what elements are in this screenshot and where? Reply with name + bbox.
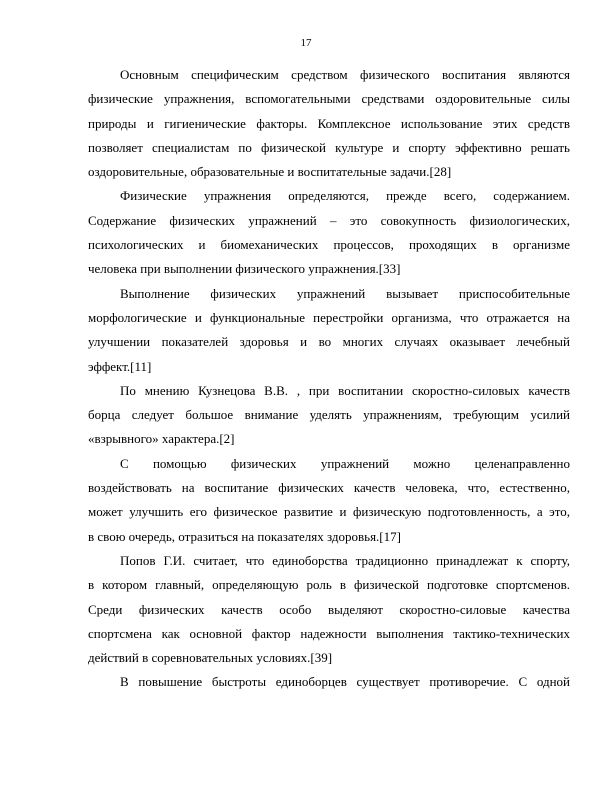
paragraph	[88, 63, 570, 184]
text-line: в котором главный, определяющую роль в физической подготовке спортсменов.	[88, 577, 570, 593]
paragraph	[88, 549, 570, 670]
text-line: Основным специфическим средством физического воспитания являются	[120, 67, 570, 82]
text-line: Попов Г.И. считает, что единоборства традиционно принадлежат к спорту,	[120, 552, 570, 568]
text-line: спортсмена как основной фактор надежности выполнения тактико-технических	[88, 625, 570, 641]
text-line: улучшении показателей здоровья и во многих случаях оказывает лечебный	[88, 334, 570, 350]
text-line: «взрывного» характера.[2]	[88, 431, 235, 447]
text-line: Выполнение физических упражнений вызывает приспособительные	[120, 285, 570, 301]
text-line: С помощью физических упражнений можно целенаправленно	[120, 455, 570, 471]
paragraph	[88, 282, 570, 379]
text-line: может улучшить его физическое развитие и физическую подготовленность, а это,	[88, 504, 570, 520]
text-line: эффект.[11]	[88, 358, 152, 374]
paragraph	[88, 379, 570, 452]
text-line: воздействовать на воспитание физических качеств человека, что, естественно,	[88, 480, 570, 496]
text-line: человека при выполнении физического упражнения.[33]	[88, 261, 401, 277]
text-line: в свою очередь, отразиться на показателях здоровья.[17]	[88, 528, 401, 544]
text-line: борца следует большое внимание уделять упражнениям, требующим усилий	[88, 407, 570, 423]
paragraph	[88, 452, 570, 549]
text-line: действий в соревновательных условиях.[39]	[88, 650, 333, 666]
text-line: Физические упражнения определяются, прежде всего, содержанием.	[120, 188, 570, 204]
text-line: В повышение быстроты единоборцев существует противоречие. С одной	[120, 674, 570, 690]
text-line: оздоровительные, образовательные и воспитательные задачи.[28]	[88, 164, 452, 180]
paragraph	[88, 670, 570, 694]
text-line: По мнению Кузнецова В.В. , при воспитании скоростно-силовых качеств	[120, 382, 570, 398]
text-line: морфологические и функциональные перестройки организма, что отражается на	[88, 309, 570, 325]
text-line: природы и гигиенические факторы. Комплексное использование этих средств	[88, 115, 570, 131]
text-line: Среди физических качеств особо выделяют скоростно-силовые качества	[88, 601, 570, 617]
body-text	[88, 63, 570, 695]
text-line: физические упражнения, вспомогательными средствами оздоровительные силы	[88, 91, 570, 107]
text-line: позволяет специалистам по физической культуре и спорту эффективно решать	[88, 139, 570, 155]
page-number: 17	[300, 37, 312, 49]
text-line: психологических и биомеханических процессов, проходящих в организме	[88, 237, 570, 253]
paragraph	[88, 184, 570, 281]
text-line: Содержание физических упражнений – это совокупность физиологических,	[88, 212, 570, 228]
